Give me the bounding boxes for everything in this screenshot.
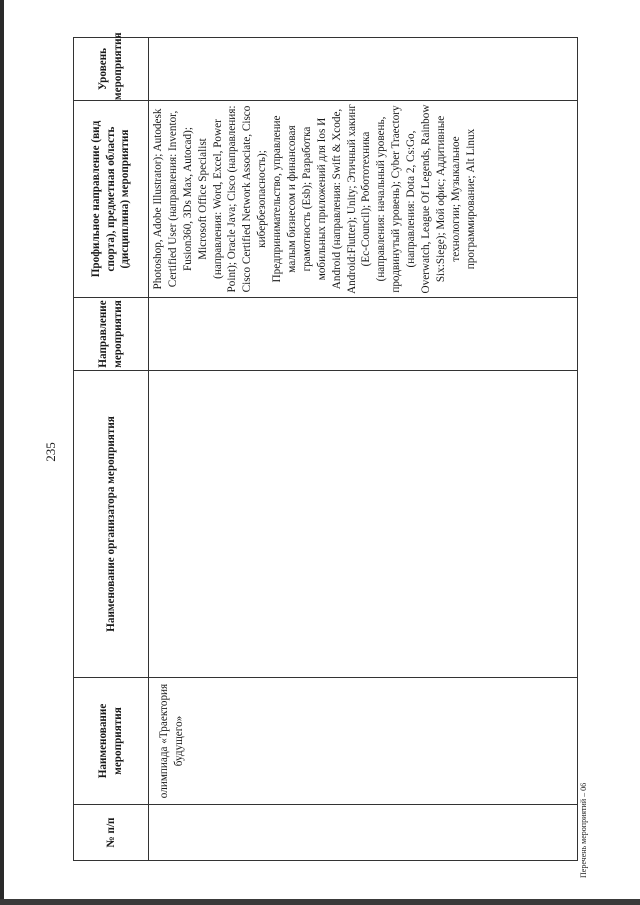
table-row: [149, 38, 578, 861]
footer-note: Перечень мероприятий – 06: [579, 782, 588, 878]
page-number: 235: [43, 442, 58, 462]
cell-direction: [149, 298, 578, 371]
header-level: Уровень мероприятия: [74, 38, 149, 101]
header-event-name: Наименование мероприятия: [74, 678, 149, 805]
header-profile: Профильное направление (вид спорта), предметная область (дисциплина) мероприятия: [74, 101, 149, 298]
header-number: № п/п: [74, 805, 149, 861]
cell-event-name: олимпиада «Траектория будущего»: [149, 678, 578, 805]
events-table: [73, 32, 578, 861]
header-organizer: Наименование организатора мероприятия: [74, 371, 149, 678]
header-direction: Направление мероприятия: [74, 298, 149, 371]
cell-profile: Photoshop, Adobe Illustrator); Autodesk Certified User (направления: Inventor, Fusion360, 3Ds Max, Autocad); Microsoft Office Specialist (направления: Word, Excel, Power Point); Oracle Java; Cisco (направления: Cisco Certified Network Associate, Cisco кибербезопасность); Предпринимательство, управление малым бизнесом и финансовая грамотность (Esb); Разработка мобильных приложений для Ios И Android (направления: Swift & Xcode, Android:Flutter); Unity; Этичный хакинг (Ec-Council); Робототехника (направления: начальный уровень, продвинутый уровень); Cyber Traectory (направления: Dota 2, Cs:Go, Overwatch, League Of Legends, Rainbow Six:Siege); Мой офис; Аддитивные технологии; Музыкальное программирование; Alt Linux: [149, 101, 578, 298]
cell-level: [149, 38, 578, 101]
cell-number: [149, 805, 578, 861]
table-header-row: [74, 38, 149, 861]
cell-organizer: [149, 371, 578, 678]
